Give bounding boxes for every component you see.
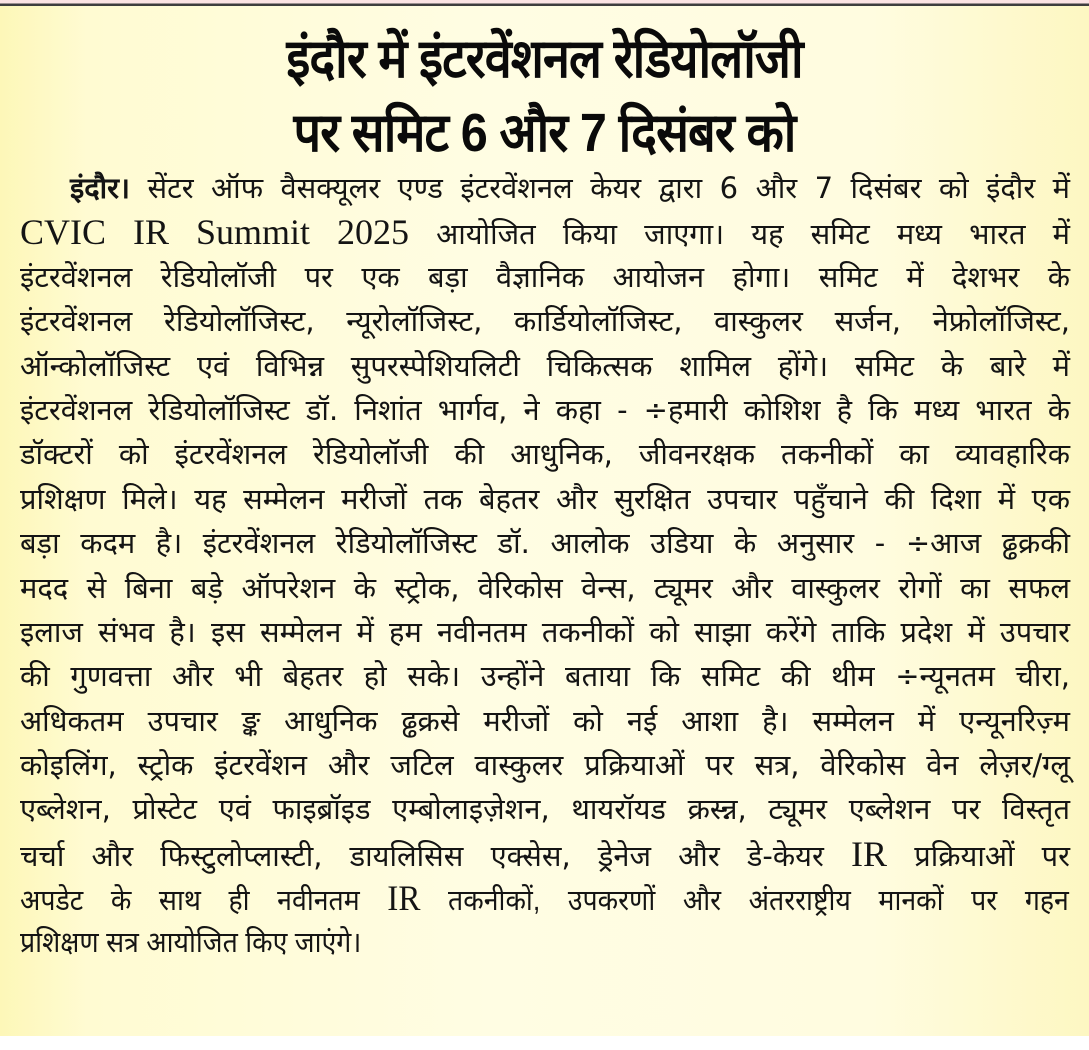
body-line: बड़ा कदम है। इंटरवेंशनल रेडियोलॉजिस्ट डॉ. आलोक उडिया के अनुसार - ÷आज ढ्ढक्रकी xyxy=(20,526,1070,561)
body-line: मदद से बिना बड़े ऑपरेशन के स्ट्रोक, वेरिकोस वेन्स, ट्यूमर और वास्कुलर रोगों का सफल xyxy=(20,570,1070,605)
bottom-margin xyxy=(0,1036,1089,1050)
body-line: इंटरवेंशनल रेडियोलॉजिस्ट डॉ. निशांत भार्गव, ने कहा - ÷हमारी कोशिश है कि मध्य भारत के xyxy=(20,392,1070,427)
ir-term: IR xyxy=(851,833,888,874)
body-line xyxy=(20,210,1070,254)
body-line: कोइलिंग, स्ट्रोक इंटरवेंशन और जटिल वास्कुलर प्रक्रियाओं पर सत्र, वेरिकोस वेन लेज़र/ग्लू xyxy=(20,748,1070,783)
body-text: तकनीकों, उपकरणों और अंतरराष्ट्रीय मानकों पर गहन xyxy=(448,885,1069,918)
body-line: अधिकतम उपचार ङ्क आधुनिक ढ्ढक्रसे मरीजों को नई आशा है। सम्मेलन में एन्यूनरिज़्म xyxy=(20,703,1070,738)
body-line xyxy=(20,166,1070,210)
top-rule-divider xyxy=(0,0,1089,6)
dateline: इंदौर। xyxy=(70,171,131,205)
body-line: इलाज संभव है। इस सम्मेलन में हम नवीनतम तकनीकों को साझा करेंगे ताकि प्रदेश में उपचार xyxy=(20,614,1070,649)
body-text: प्रक्रियाओं पर xyxy=(914,838,1071,873)
body-line: ऑन्कोलॉजिस्ट एवं विभिन्न सुपरस्पेशियलिटी चिकित्सक शामिल होंगे। समिट के बारे में xyxy=(20,348,1070,383)
body-line: इंटरवेंशनल रेडियोलॉजिस्ट, न्यूरोलॉजिस्ट, कार्डियोलॉजिस्ट, वास्कुलर सर्जन, नेफ्रोलॉजिस्ट, xyxy=(20,304,1070,339)
headline-line-2: पर समिट 6 और 7 दिसंबर को xyxy=(293,103,796,163)
article-body xyxy=(20,166,1070,965)
body-line: प्रशिक्षण सत्र आयोजित किए जाएंगे। xyxy=(20,926,362,959)
body-text: अपडेट के साथ ही नवीनतम xyxy=(20,885,360,918)
body-line: एब्लेशन, प्रोस्टेट एवं फाइब्रॉइड एम्बोलाइज़ेशन, थायरॉयड क्रस्न्न, ट्यूमर एब्लेशन पर विस्तृत xyxy=(20,792,1070,827)
headline xyxy=(54,22,1034,170)
body-line: की गुणवत्ता और भी बेहतर हो सके। उन्होंने बताया कि समिट की थीम ÷न्यूनतम चीरा, xyxy=(20,659,1070,694)
body-line: प्रशिक्षण मिले। यह सम्मेलन मरीजों तक बेहतर और सुरक्षित उपचार पहुँचाने की दिशा में एक xyxy=(20,481,1070,516)
summit-name: CVIC IR Summit 2025 xyxy=(20,212,409,253)
body-text: चर्चा और फिस्टुलोप्लास्टी, डायलिसिस एक्सेस, ड्रेनेज और डे-केयर xyxy=(20,838,824,873)
body-line: इंटरवेंशनल रेडियोलॉजी पर एक बड़ा वैज्ञानिक आयोजन होगा। समिट में देशभर के xyxy=(20,259,1070,294)
body-line xyxy=(20,832,1070,876)
ir-term: IR xyxy=(387,878,421,919)
headline-line-1: इंदौर में इंटरवेंशनल रेडियोलॉजी xyxy=(286,29,803,89)
body-text: सेंटर ऑफ वैसक्यूलर एण्ड इंटरवेंशनल केयर द्वारा 6 और 7 दिसंबर को इंदौर में xyxy=(130,171,1070,205)
body-line xyxy=(20,876,1069,920)
body-line: डॉक्टरों को इंटरवेंशनल रेडियोलॉजी की आधुनिक, जीवनरक्षक तकनीकों का व्यावहारिक xyxy=(20,437,1070,472)
body-text: आयोजित किया जाएगा। यह समिट मध्य भारत में xyxy=(436,217,1071,252)
